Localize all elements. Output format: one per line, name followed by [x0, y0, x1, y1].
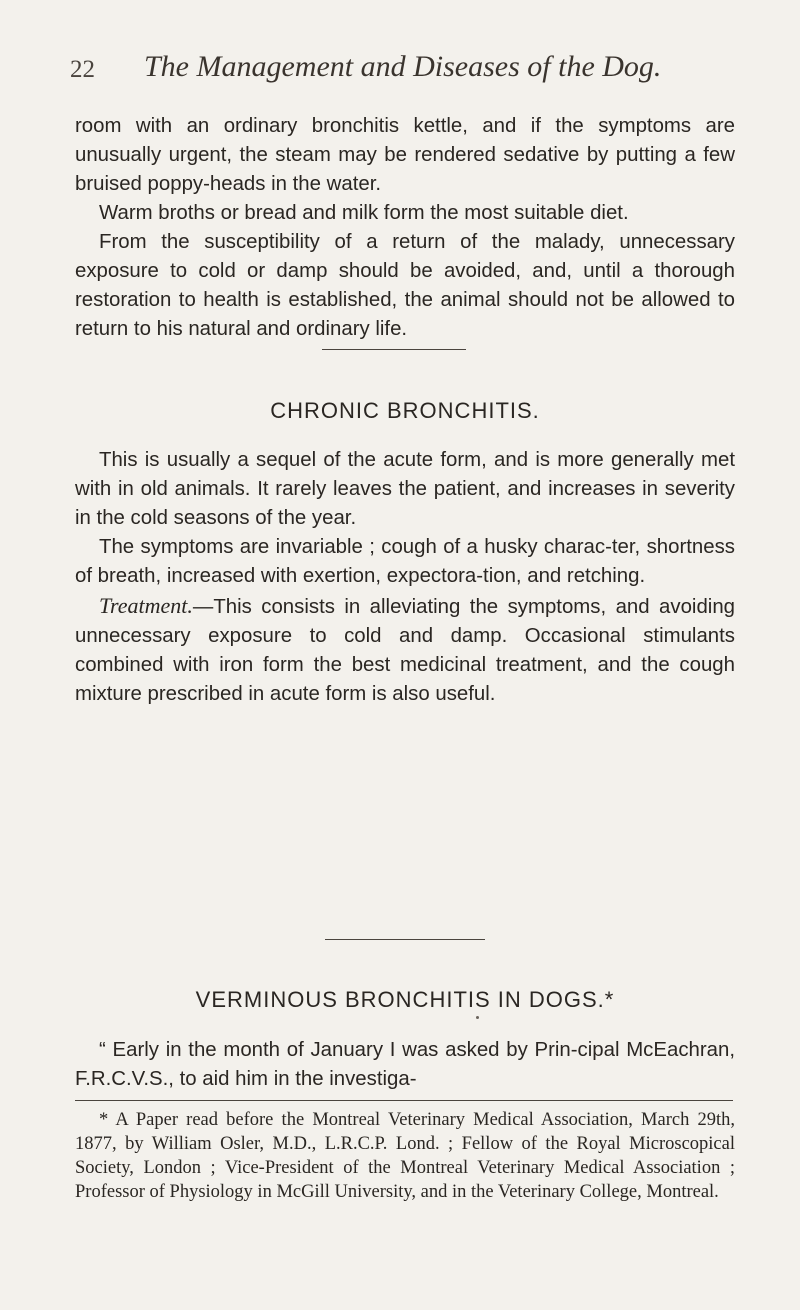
footnote: * A Paper read before the Montreal Veterinary Medical Association, March 29th, 1877, by William Osler, M.D., L.R.C.P. Lond. ; Fellow of the Royal Microscopical Society, London ; Vice-President of the Montreal Veterinary Medical Association ; Professor of Physiology in McGill University, and in the Veterinary College, Montreal. — [75, 1110, 735, 1202]
section-chronic-bronchitis — [75, 446, 735, 709]
paragraph: “ Early in the month of January I was asked by Prin-cipal McEachran, F.R.C.V.S., to aid him in the investiga- — [75, 1039, 735, 1090]
section-heading-chronic-bronchitis: CHRONIC BRONCHITIS. — [270, 398, 540, 423]
footnote-rule — [75, 1100, 733, 1101]
page-header — [70, 50, 750, 90]
treatment-label: Treatment. — [99, 593, 193, 618]
section-heading-verminous-bronchitis: VERMINOUS BRONCHITIS IN DOGS.* — [195, 987, 615, 1012]
section-verminous-bronchitis — [75, 1036, 735, 1094]
section-acute-continued — [75, 112, 735, 344]
paragraph: From the susceptibility of a return of the malady, unnecessary exposure to cold or damp should be avoided, and, until a thorough restoration to health is established, the animal should not be allowed to return to his natural and ordinary life. — [75, 231, 735, 340]
print-speck — [476, 1016, 479, 1019]
running-title: The Management and Diseases of the Dog. — [144, 50, 662, 83]
section-divider — [322, 349, 466, 350]
paragraph: room with an ordinary bronchitis kettle, and if the symptoms are unusually urgent, the steam may be rendered sedative by putting a few bruised poppy-heads in the water. — [75, 115, 735, 195]
page-number: 22 — [70, 56, 95, 83]
section-divider — [325, 939, 485, 940]
paragraph: The symptoms are invariable ; cough of a husky charac-ter, shortness of breath, increased with exertion, expectora-tion, and retching. — [75, 536, 735, 587]
treatment-paragraph — [75, 591, 735, 709]
paragraph: Warm broths or bread and milk form the most suitable diet. — [99, 202, 629, 224]
treatment-text: —This consists in alleviating the symptoms, and avoiding unnecessary exposure to cold and damp. Occasional stimulants combined with iron form the best medicinal treatment, and the cough mixture prescribed in acute form is also useful. — [75, 596, 735, 705]
paragraph: This is usually a sequel of the acute form, and is more generally met with in old animals. It rarely leaves the patient, and increases in severity in the cold seasons of the year. — [75, 449, 735, 529]
